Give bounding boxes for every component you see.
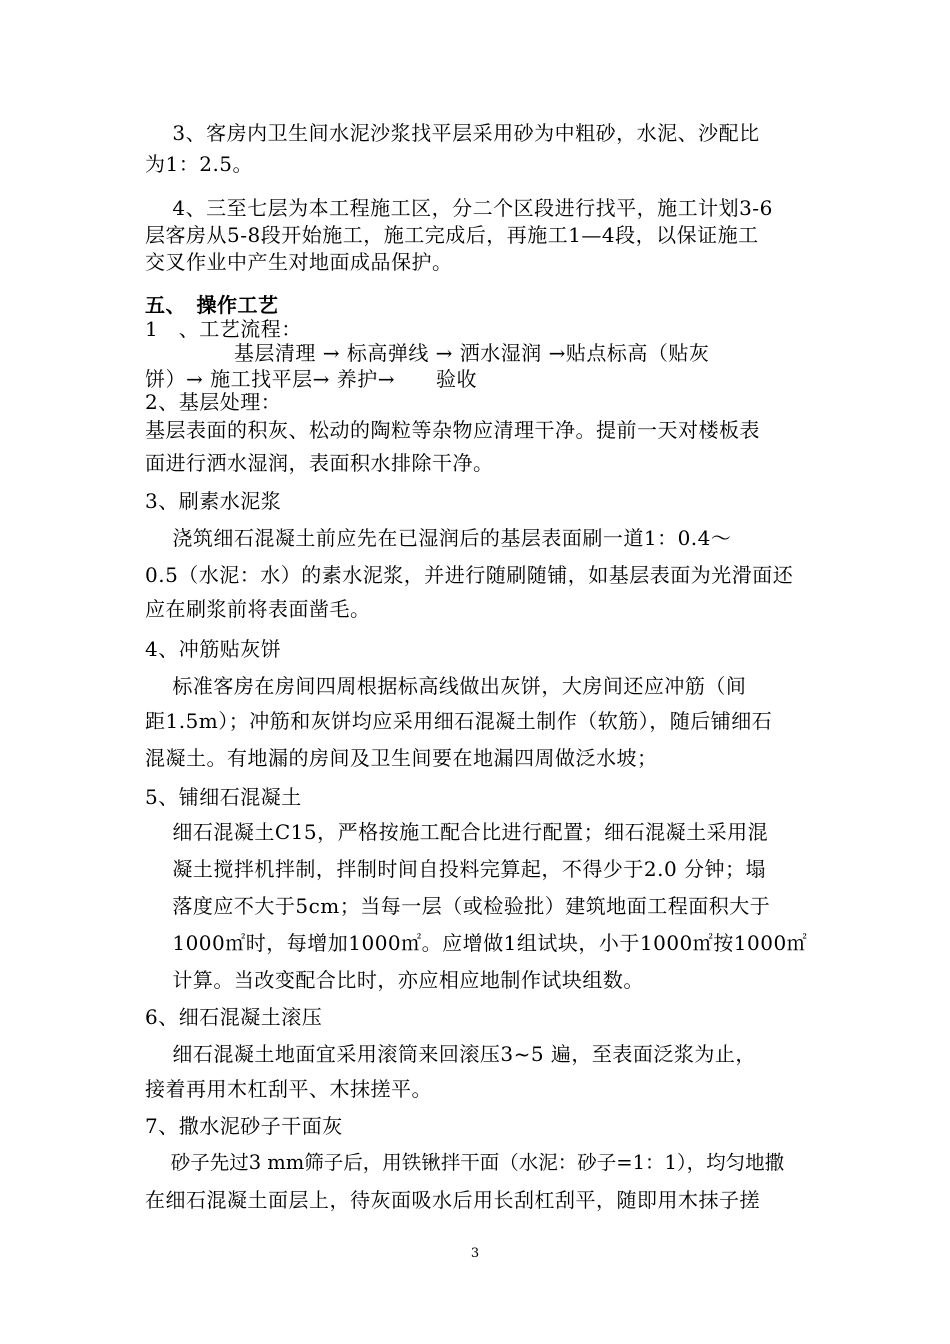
text-line: 5、铺细石混凝土: [145, 785, 302, 809]
text-line: 面进行洒水湿润，表面积水排除干净。: [145, 451, 494, 475]
text-line: 基层表面的积灰、松动的陶粒等杂物应清理干净。提前一天对楼板表: [145, 418, 760, 442]
text-line: 3、刷素水泥浆: [145, 489, 282, 513]
text-line: 层客房从5-8段开始施工，施工完成后，再施工1—4段，以保证施工: [145, 223, 759, 247]
text-line: 为1：2.5。: [145, 152, 254, 176]
text-line: 4、三至七层为本工程施工区，分二个区段进行找平，施工计划3-6: [145, 196, 773, 220]
text-line: 交叉作业中产生对地面成品保护。: [145, 250, 453, 274]
text-line: 细石混凝土地面宜采用滚筒来回滚压3~5 遍，至表面泛浆为止，: [145, 1042, 756, 1066]
text-line: 落度应不大于5cm；当每一层（或检验批）建筑地面工程面积大于: [145, 894, 771, 918]
text-line: 细石混凝土C15，严格按施工配合比进行配置；细石混凝土采用混: [145, 820, 769, 844]
page-number: 3: [470, 1246, 480, 1261]
text-line: 1000㎡时，每增加1000㎡。应增做1组试块，小于1000㎡按1000㎡: [145, 931, 808, 955]
text-line: 4、冲筋贴灰饼: [145, 637, 282, 661]
text-line: 0.5（水泥：水）的素水泥浆，并进行随刷随铺，如基层表面为光滑面还: [145, 563, 794, 587]
text-line: 2、基层处理：: [145, 390, 282, 414]
text-line: 标准客房在房间四周根据标高线做出灰饼，大房间还应冲筋（间: [145, 674, 747, 698]
text-line: 7、撒水泥砂子干面灰: [145, 1114, 343, 1138]
text-line: 3、客房内卫生间水泥沙浆找平层采用砂为中粗砂，水泥、沙配比: [145, 121, 760, 145]
text-line: 基层清理 → 标高弹线 → 洒水湿润 →贴点标高（贴灰: [145, 341, 710, 365]
text-line: 混凝土。有地漏的房间及卫生间要在地漏四周做泛水坡；: [145, 746, 658, 770]
text-line: 接着再用木杠刮平、木抹搓平。: [145, 1077, 432, 1101]
text-line: 浇筑细石混凝土前应先在已湿润后的基层表面刷一道1：0.4～: [145, 526, 732, 550]
text-line: 饼）→ 施工找平层→ 养护→ 验收: [145, 367, 477, 391]
text-line: 在细石混凝土面层上，待灰面吸水后用长刮杠刮平，随即用木抹子搓: [145, 1188, 760, 1212]
text-line: 应在刷浆前将表面凿毛。: [145, 597, 371, 621]
text-line: 1 、工艺流程：: [145, 317, 302, 341]
text-line: 计算。当改变配合比时，亦应相应地制作试块组数。: [145, 968, 644, 992]
text-line: 凝土搅拌机拌制，拌制时间自投料完算起，不得少于2.0 分钟；塌: [145, 857, 767, 881]
text-line: 砂子先过3 mm筛子后，用铁锹拌干面（水泥：砂子=1：1），均匀地撒: [145, 1151, 785, 1174]
section-heading: 五、 操作工艺: [145, 293, 279, 317]
text-line: 6、细石混凝土滚压: [145, 1005, 323, 1029]
text-line: 距1.5m）；冲筋和灰饼均应采用细石混凝土制作（软筋），随后铺细石: [145, 709, 773, 733]
